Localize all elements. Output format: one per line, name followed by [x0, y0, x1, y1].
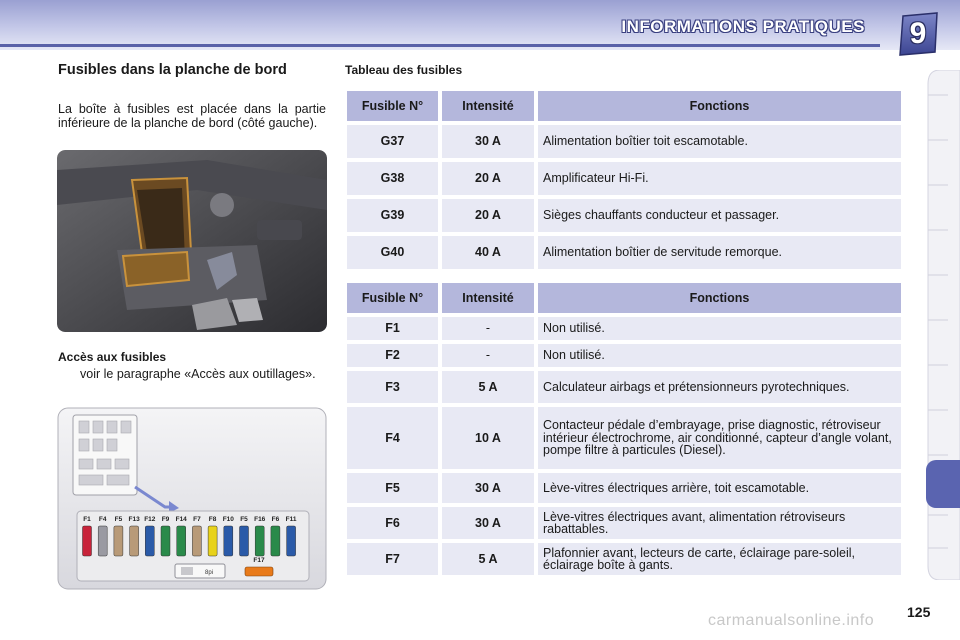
fuse-label: F11	[285, 516, 297, 523]
table-row	[347, 162, 901, 195]
fuse-intensity: 10 A	[442, 407, 534, 469]
col-header-functions: Fonctions	[538, 91, 901, 121]
table-row	[347, 371, 901, 403]
fuse-id: F7	[347, 543, 438, 575]
fuse-id: F1	[347, 317, 438, 340]
fuse-function: Alimentation boîtier toit escamotable.	[538, 125, 901, 158]
fuse-function: Lève-vitres électriques arrière, toit escamotable.	[538, 473, 901, 503]
access-instruction	[58, 368, 326, 381]
fuse-function: Contacteur pédale d’embrayage, prise diagnostic, rétroviseur intérieur électrochrome, air conditionné, capteur d’angle volant, pompe filtre à particules (Diesel).	[538, 407, 901, 469]
table-title: Tableau des fusibles	[345, 63, 463, 77]
dashboard-photo	[57, 150, 327, 332]
col-header-functions: Fonctions	[538, 283, 901, 313]
fuse-intensity: 30 A	[442, 507, 534, 539]
fuse-label: F10	[222, 516, 234, 523]
fuse-id: F3	[347, 371, 438, 403]
fuse-intensity: 5 A	[442, 371, 534, 403]
fuse-blade	[130, 526, 139, 556]
fuse-label: F1	[83, 516, 91, 523]
section-title: Fusibles dans la planche de bord	[58, 62, 287, 78]
fuse-table-f	[343, 279, 905, 579]
fuse-intensity: -	[442, 317, 534, 340]
fuse-blade	[114, 526, 123, 556]
fuse-blade	[240, 526, 249, 556]
fuse-label-f17: F17	[253, 557, 265, 564]
fuse-blade	[287, 526, 296, 556]
fuse-label: F4	[98, 516, 107, 523]
header-rule	[0, 44, 880, 47]
fuse-intensity: 20 A	[442, 199, 534, 232]
fuse-blade	[255, 526, 264, 556]
fuse-function: Non utilisé.	[538, 317, 901, 340]
fuse-label: F7	[193, 516, 201, 523]
fuse-label: F5	[240, 516, 248, 523]
fuse-intensity: 40 A	[442, 236, 534, 269]
fuse-function: Amplificateur Hi-Fi.	[538, 162, 901, 195]
table-row	[347, 407, 901, 469]
col-header-fuse: Fusible N°	[347, 283, 438, 313]
intro-paragraph: La boîte à fusibles est placée dans la partie inférieure de la planche de bord (côté gauche).	[58, 102, 326, 130]
col-header-intensity: Intensité	[442, 91, 534, 121]
fuse-function: Alimentation boîtier de servitude remorque.	[538, 236, 901, 269]
fuse-id: F6	[347, 507, 438, 539]
fuse-function: Plafonnier avant, lecteurs de carte, éclairage pare-soleil, éclairage boîte à gants.	[538, 543, 901, 575]
table-row	[347, 236, 901, 269]
fuse-intensity: 5 A	[442, 543, 534, 575]
fuse-blade	[98, 526, 107, 556]
fuse-blade	[192, 526, 201, 556]
section-header-title: INFORMATIONS PRATIQUES	[621, 17, 865, 36]
fuse-blade	[224, 526, 233, 556]
fuse-id: G38	[347, 162, 438, 195]
fuse-label: F12	[144, 516, 156, 523]
fuse-function: Lève-vitres électriques avant, alimentation rétroviseurs rabattables.	[538, 507, 901, 539]
fuse-table-g	[343, 87, 905, 273]
fuse-function: Non utilisé.	[538, 344, 901, 367]
fuse-id: G40	[347, 236, 438, 269]
fuse-function: Sièges chauffants conducteur et passager.	[538, 199, 901, 232]
fuse-id: G39	[347, 199, 438, 232]
table-row	[347, 344, 901, 367]
watermark-text: carmanualsonline.info	[708, 612, 875, 629]
small-fuse-label: 8pi	[205, 570, 214, 576]
table-row	[347, 199, 901, 232]
fuse-blade	[208, 526, 217, 556]
table-row	[347, 473, 901, 503]
page-number: 125	[907, 604, 931, 620]
fuse-id: F4	[347, 407, 438, 469]
fuse-function: Calculateur airbags et prétensionneurs pyrotechniques.	[538, 371, 901, 403]
fuse-label: F6	[271, 516, 280, 523]
fuse-f17	[245, 567, 273, 576]
fuse-label: F5	[114, 516, 123, 523]
side-tab-chapter-9[interactable]	[926, 460, 960, 508]
fuse-box-diagram	[57, 407, 327, 590]
fuse-label: F9	[161, 516, 170, 523]
fuse-label: F16	[254, 516, 266, 523]
table-row	[347, 125, 901, 158]
col-header-fuse: Fusible N°	[347, 91, 438, 121]
fuse-intensity: 30 A	[442, 125, 534, 158]
table-row	[347, 507, 901, 539]
table-header-row	[347, 91, 901, 121]
col-header-intensity: Intensité	[442, 283, 534, 313]
fuse-intensity: 30 A	[442, 473, 534, 503]
fuse-label: F13	[128, 516, 140, 523]
table-row	[347, 317, 901, 340]
fuse-intensity: 20 A	[442, 162, 534, 195]
table-header-row	[347, 283, 901, 313]
fuse-blade	[83, 526, 92, 556]
fuse-intensity: -	[442, 344, 534, 367]
fuse-blade	[161, 526, 170, 556]
access-title: Accès aux fusibles	[58, 350, 167, 364]
fuse-label: F14	[175, 516, 187, 523]
access-text: voir le paragraphe «Accès aux outillages».	[80, 367, 316, 381]
fuse-blade	[145, 526, 154, 556]
fuse-blade	[271, 526, 280, 556]
fuse-id: F2	[347, 344, 438, 367]
table-row	[347, 543, 901, 575]
fuse-id: F5	[347, 473, 438, 503]
chapter-number: 9	[909, 17, 927, 50]
fuse-id: G37	[347, 125, 438, 158]
fuse-blade	[177, 526, 186, 556]
fuse-label: F8	[208, 516, 217, 523]
